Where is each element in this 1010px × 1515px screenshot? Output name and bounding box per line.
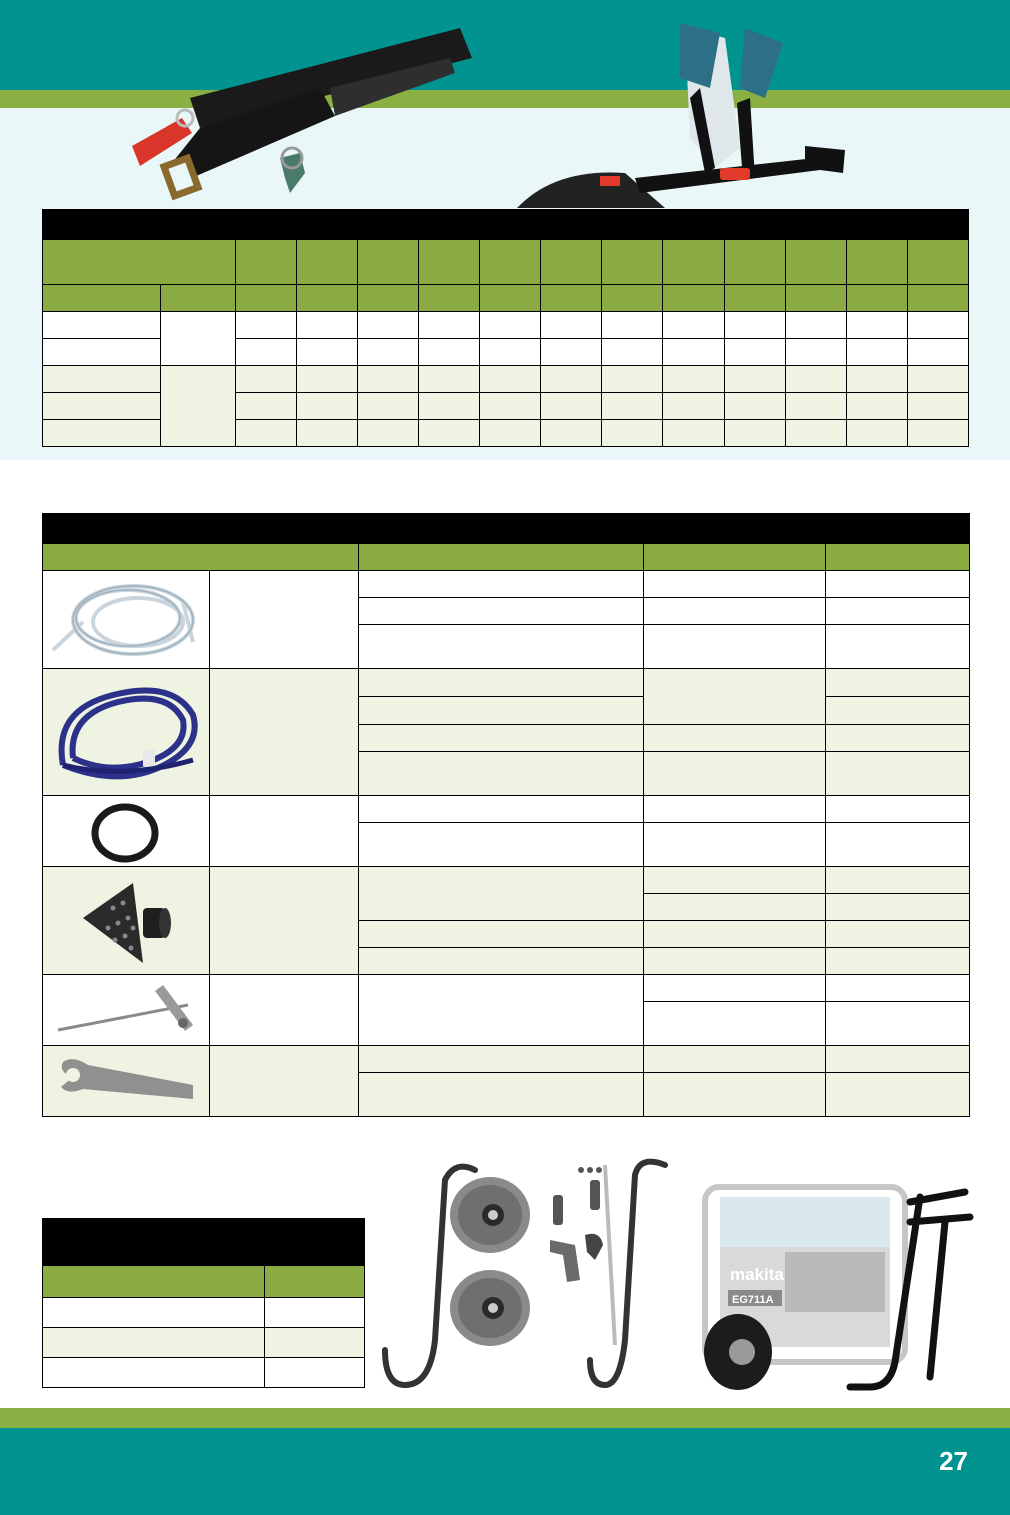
table-row [43, 312, 969, 339]
strainer-cell [43, 867, 210, 975]
table-row [43, 669, 970, 697]
table-row [43, 1298, 365, 1328]
table-subheader-row [43, 285, 969, 312]
table-row [43, 1046, 970, 1073]
double-shoulder-harness-image [515, 18, 855, 210]
harness-compatibility-table [42, 209, 969, 447]
bottom-green-stripe [0, 1408, 1010, 1428]
wheel-kit-table [42, 1218, 365, 1388]
page-number: 27 [939, 1446, 968, 1476]
spanner-cell [43, 1046, 210, 1117]
wheel-kit-parts-image [375, 1150, 675, 1400]
table-title-row [43, 1219, 365, 1266]
rubber-gasket-image [43, 797, 208, 865]
clear-hose-cell [43, 571, 210, 669]
table-title-row [43, 210, 969, 240]
suction-strainer-image [43, 868, 208, 974]
clear-hose-image [43, 572, 208, 668]
table-row [43, 366, 969, 393]
table-row [43, 1328, 365, 1358]
generator-with-wheel-kit-image [690, 1162, 980, 1400]
generator-brand-label: makita [730, 1265, 784, 1284]
single-shoulder-strap-image [120, 18, 480, 208]
table-row [43, 1358, 365, 1388]
gasket-cell [43, 796, 210, 867]
table-header-row [43, 544, 970, 571]
table-row [43, 571, 970, 598]
pump-accessories-table [42, 513, 970, 1117]
blue-hose-cell [43, 669, 210, 796]
table-row [43, 975, 970, 1002]
plug-wrench-cell [43, 975, 210, 1046]
table-header-row [43, 240, 969, 285]
blue-flat-hose-image [43, 670, 208, 794]
table-row [43, 796, 970, 823]
t-handle-plug-wrench-image [43, 975, 208, 1045]
hook-spanner-image [43, 1047, 208, 1115]
bottom-footer-band [0, 1428, 1010, 1515]
table-row [43, 867, 970, 894]
generator-model-label: EG711A [732, 1294, 774, 1306]
table-title-row [43, 514, 970, 544]
table-header-row [43, 1266, 365, 1298]
